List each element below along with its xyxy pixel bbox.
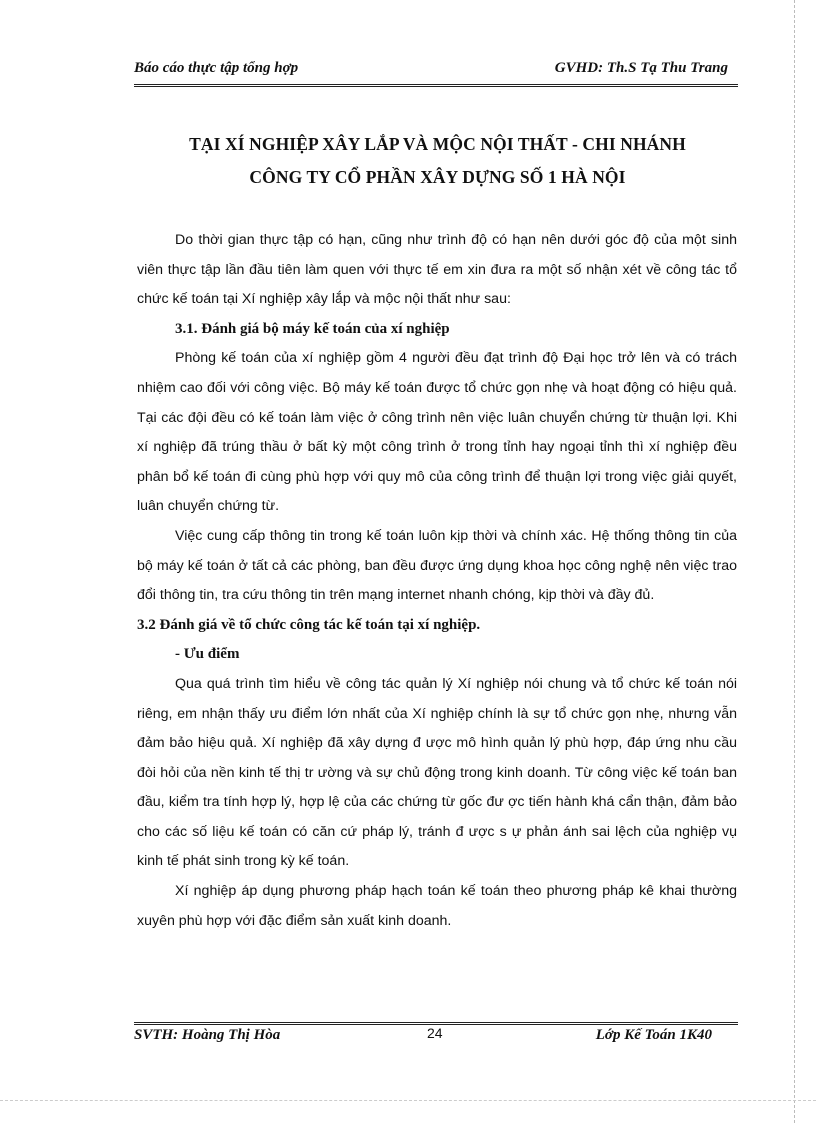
- paragraph-information: Việc cung cấp thông tin trong kế toán luôn kịp thời và chính xác. Hệ thống thông tin của bộ máy kế toán ở tất cả các phòng, ban đều được ứng dụng khoa học công nghệ nên việc trao đổi thông tin, tra cứu thông tin trên mạng internet nhanh chóng, kịp thời và đầy đủ.: [137, 527, 737, 604]
- header-divider: [134, 84, 738, 87]
- page-header: [134, 60, 732, 84]
- heading-3-1: 3.1. Đánh giá bộ máy kế toán của xí nghiệp: [175, 320, 450, 337]
- document-body: [137, 226, 737, 936]
- header-report-title: Báo cáo thực tập tổng hợp: [134, 60, 299, 76]
- section-title: [100, 128, 775, 194]
- paragraph-accounting-department: Phòng kế toán của xí nghiệp gồm 4 người đều đạt trình độ Đại học trở lên và có trách nhiệm cao đối với công việc. Bộ máy kế toán được tổ chức gọn nhẹ và hoạt động có hiệu quả. Tại các đội đều có kế toán làm việc ở công trình nên việc luân chuyển chứng từ thuận lợi. Khi xí nghiệp đã trúng thầu ở bất kỳ một công trình ở trong tỉnh hay ngoại tỉnh thì xí nghiệp đều phân bổ kế toán đi cùng phù hợp với quy mô của công trình để thuận lợi trong việc giải quyết, luân chuyển chứng từ.: [137, 350, 737, 515]
- paragraph-advantages: Qua quá trình tìm hiểu về công tác quản lý Xí nghiệp nói chung và tổ chức kế toán nói riêng, em nhận thấy ưu điểm lớn nhất của Xí nghiệp chính là sự tổ chức gọn nhẹ, nhưng vẫn đảm bảo hiệu quả. Xí nghiệp đã xây dựng đ ược mô hình quản lý phù hợp, đáp ứng nhu cầu đòi hỏi của nền kinh tế thị tr ường và sự chủ động trong kinh doanh. Từ công việc kế toán ban đầu, kiểm tra tính hợp lý, hợp lệ của các chứng từ gốc đư ợc tiến hành khá cẩn thận, đảm bảo cho các số liệu kế toán có căn cứ pháp lý, tránh đ ược s ự phản ánh sai lệch của nghiệp vụ kinh tế phát sinh trong kỳ kế toán.: [137, 675, 737, 870]
- page-number: 24: [427, 1025, 443, 1041]
- section-title-line-1: TẠI XÍ NGHIỆP XÂY LẮP VÀ MỘC NỘI THẤT - CHI NHÁNH: [189, 134, 686, 154]
- footer-student: SVTH: Hoàng Thị Hòa: [134, 1027, 281, 1043]
- header-supervisor: GVHD: Th.S Tạ Thu Trang: [554, 60, 728, 76]
- paragraph-intro: Do thời gian thực tập có hạn, cũng như trình độ có hạn nên dưới góc độ của một sinh viên thực tập lần đầu tiên làm quen với thực tế em xin đưa ra một số nhận xét về công tác tổ chức kế toán tại Xí nghiệp xây lắp và mộc nội thất như sau:: [137, 232, 737, 308]
- heading-3-2: 3.2 Đánh giá về tổ chức công tác kế toán tại xí nghiệp.: [137, 616, 481, 633]
- paragraph-method: Xí nghiệp áp dụng phương pháp hạch toán kế toán theo phương pháp kê khai thường xuyên phù hợp với đặc điểm sản xuất kinh doanh.: [137, 883, 737, 929]
- footer-class: Lớp Kế Toán 1K40: [595, 1027, 712, 1043]
- page-edge-horizontal: [0, 1100, 816, 1101]
- section-title-line-2: CÔNG TY CỔ PHẦN XÂY DỰNG SỐ 1 HÀ NỘI: [249, 167, 626, 187]
- heading-advantages: - Ưu điểm: [175, 646, 240, 663]
- page-edge-vertical: [794, 0, 795, 1123]
